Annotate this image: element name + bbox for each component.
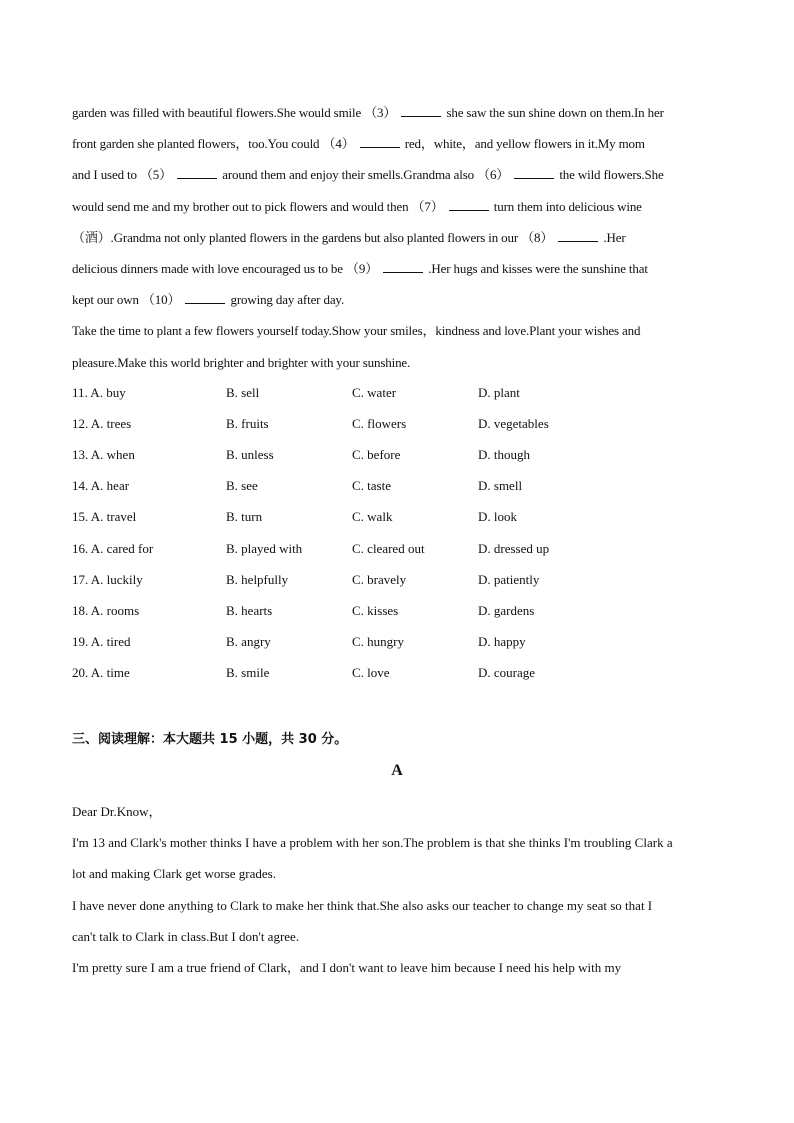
option-d[interactable]: D. dressed up xyxy=(478,541,550,556)
answer-blank-3[interactable] xyxy=(401,104,441,117)
option-b[interactable]: B. played with xyxy=(226,541,303,556)
option-c[interactable]: C. water xyxy=(352,385,397,400)
option-d[interactable]: D. smell xyxy=(478,478,523,493)
answer-blank-8[interactable] xyxy=(558,229,598,242)
option-a[interactable]: 11. A. buy xyxy=(72,385,126,400)
option-b[interactable]: B. smile xyxy=(226,665,270,680)
passage-text: would send me and my brother out to pick flowers and would then （7） xyxy=(72,198,447,214)
option-c[interactable]: C. before xyxy=(352,447,401,462)
option-c[interactable]: C. love xyxy=(352,665,390,680)
cloze-passage xyxy=(72,97,727,378)
option-d[interactable]: D. gardens xyxy=(478,603,535,618)
passage-line xyxy=(72,253,727,284)
option-c[interactable]: C. walk xyxy=(352,509,393,524)
passage-line xyxy=(72,128,727,159)
passage-text: growing day after day. xyxy=(227,292,345,308)
section-heading: 三、阅读理解：本大题共 15 小题，共 30 分。 xyxy=(72,732,348,747)
letter-line: lot and making Clark get worse grades. xyxy=(72,866,276,882)
reading-letter xyxy=(72,796,727,983)
option-a[interactable]: 17. A. luckily xyxy=(72,572,143,587)
option-c[interactable]: C. flowers xyxy=(352,416,407,431)
passage-text: and I used to （5） xyxy=(72,167,176,183)
passage-text: （酒）.Grandma not only planted flowers in the gardens but also planted flowers in our （8） xyxy=(72,229,557,245)
passage-line xyxy=(72,222,727,253)
option-d[interactable]: D. vegetables xyxy=(478,416,549,431)
option-c[interactable]: C. hungry xyxy=(352,634,404,649)
option-a[interactable]: 16. A. cared for xyxy=(72,541,154,556)
passage-text: front garden she planted flowers，too.You could （4） xyxy=(72,136,358,152)
letter-line: I'm pretty sure I am a true friend of Clark，and I don't want to leave him because I need his help with my xyxy=(72,960,622,976)
option-c[interactable]: C. taste xyxy=(352,478,391,493)
passage-text: around them and enjoy their smells.Grandma also （6） xyxy=(219,167,513,183)
option-b[interactable]: B. fruits xyxy=(226,416,269,431)
option-d[interactable]: D. look xyxy=(478,509,517,524)
option-a[interactable]: 13. A. when xyxy=(72,447,135,462)
passage-text: pleasure.Make this world brighter and brighter with your sunshine. xyxy=(72,354,411,370)
letter-line: I'm 13 and Clark's mother thinks I have a problem with her son.The problem is that she thinks I'm troubling Clark a xyxy=(72,835,673,851)
passage-line xyxy=(72,191,727,222)
passage-text: turn them into delicious wine xyxy=(490,198,642,214)
option-d[interactable]: D. courage xyxy=(478,665,536,680)
passage-text: .Her hugs and kisses were the sunshine that xyxy=(425,260,648,276)
option-d[interactable]: D. plant xyxy=(478,385,520,400)
option-a[interactable]: 12. A. trees xyxy=(72,416,132,431)
passage-text: red，white，and yellow flowers in it.My mom xyxy=(401,136,645,152)
answer-blank-4[interactable] xyxy=(360,135,400,148)
answer-blank-7[interactable] xyxy=(449,198,489,211)
option-d[interactable]: D. happy xyxy=(478,634,526,649)
option-a[interactable]: 15. A. travel xyxy=(72,509,137,524)
answer-blank-5[interactable] xyxy=(177,166,217,179)
answer-blank-9[interactable] xyxy=(383,260,423,273)
passage-line xyxy=(72,97,727,128)
passage-text: Take the time to plant a few flowers yourself today.Show your smiles，kindness and love.Plant your wishes and xyxy=(72,323,641,339)
option-a[interactable]: 19. A. tired xyxy=(72,634,131,649)
passage-line xyxy=(72,159,727,190)
option-d[interactable]: D. though xyxy=(478,447,530,462)
letter-line: Dear Dr.Know， xyxy=(72,804,162,819)
option-b[interactable]: B. unless xyxy=(226,447,274,462)
passage-line xyxy=(72,284,727,315)
option-a[interactable]: 20. A. time xyxy=(72,665,130,680)
option-c[interactable]: C. cleared out xyxy=(352,541,425,556)
letter-line: I have never done anything to Clark to make her think that.She also asks our teacher to change my seat so that I xyxy=(72,897,653,913)
reading-title: A xyxy=(391,762,403,779)
answer-blank-6[interactable] xyxy=(514,166,554,179)
option-b[interactable]: B. angry xyxy=(226,634,271,649)
passage-text: garden was filled with beautiful flowers.She would smile （3） xyxy=(72,105,400,120)
option-b[interactable]: B. turn xyxy=(226,509,263,524)
passage-text: .Her xyxy=(600,229,626,245)
option-a[interactable]: 18. A. rooms xyxy=(72,603,140,618)
option-b[interactable]: B. see xyxy=(226,478,258,493)
option-a[interactable]: 14. A. hear xyxy=(72,478,130,493)
answer-blank-10[interactable] xyxy=(185,291,225,304)
option-c[interactable]: C. bravely xyxy=(352,572,407,587)
passage-line xyxy=(72,347,727,378)
passage-text: delicious dinners made with love encouraged us to be （9） xyxy=(72,260,382,276)
option-b[interactable]: B. sell xyxy=(226,385,260,400)
option-b[interactable]: B. hearts xyxy=(226,603,273,618)
option-c[interactable]: C. kisses xyxy=(352,603,399,618)
passage-text: kept our own （10） xyxy=(72,292,184,308)
letter-line: can't talk to Clark in class.But I don't agree. xyxy=(72,928,300,944)
passage-line xyxy=(72,315,727,346)
option-b[interactable]: B. helpfully xyxy=(226,572,289,587)
option-d[interactable]: D. patiently xyxy=(478,572,540,587)
passage-text: the wild flowers.She xyxy=(556,167,664,183)
passage-text: she saw the sun shine down on them.In her xyxy=(443,105,664,120)
